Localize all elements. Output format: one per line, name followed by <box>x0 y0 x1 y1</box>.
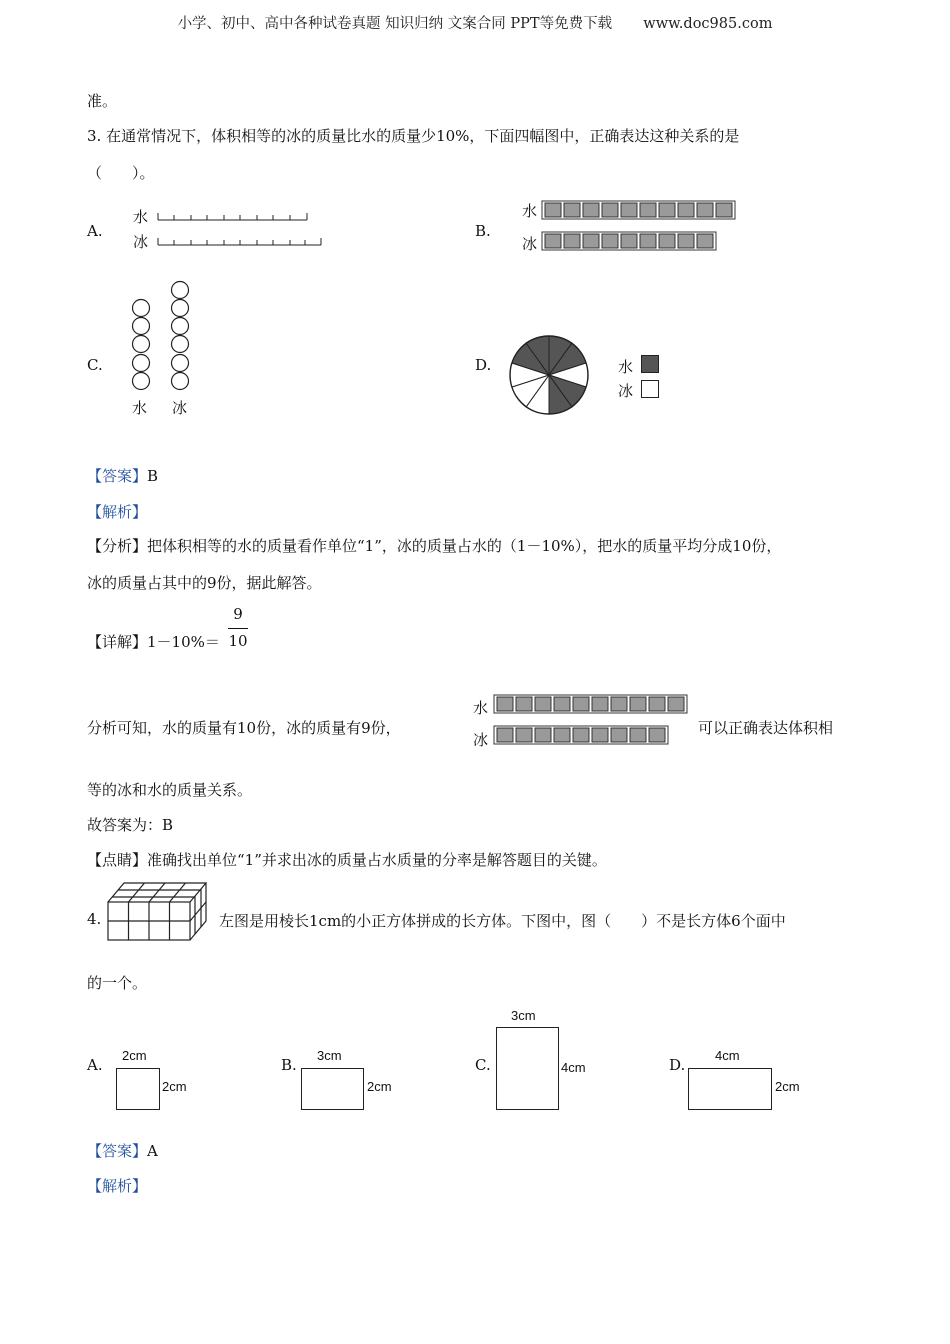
bar-cell <box>497 728 513 742</box>
detail-line-3: 等的冰和水的质量关系。 <box>87 781 253 799</box>
bar-cell <box>630 697 646 711</box>
question-4-number: 4. <box>87 910 102 928</box>
dimension-side: 2cm <box>775 1079 800 1094</box>
option-b-rectangle <box>301 1068 364 1110</box>
tip-line <box>87 849 607 870</box>
answer-tag: 【答案】 <box>87 467 148 485</box>
bar-cell <box>554 728 570 742</box>
water-label: 水 <box>522 202 538 220</box>
bar-cell <box>573 697 589 711</box>
option-d-pie-diagram <box>508 333 590 415</box>
legend-water-swatch <box>641 355 659 373</box>
answer-line <box>87 1140 158 1161</box>
option-b-bar-diagram <box>540 198 740 256</box>
dimension-side: 2cm <box>162 1079 187 1094</box>
ice-label: 冰 <box>618 382 634 400</box>
bar-cell <box>592 728 608 742</box>
fenxi-tag: 【分析】 <box>87 537 148 555</box>
tip-text: 准确找出单位“1”并求出冰的质量占水质量的分率是解答题目的关键。 <box>147 851 607 869</box>
option-c-label: C. <box>475 1056 491 1074</box>
header-text: 小学、初中、高中各种试卷真题 知识归纳 文案合同 PPT等免费下载 <box>177 16 613 32</box>
option-c-label: C. <box>87 356 103 374</box>
detail-line <box>87 631 220 652</box>
fenxi-line-2: 冰的质量占其中的9份，据此解答。 <box>87 574 322 592</box>
bar-cell <box>535 697 551 711</box>
option-b-label: B. <box>475 222 491 240</box>
option-d-label: D. <box>669 1056 686 1074</box>
bar-cell <box>573 728 589 742</box>
option-c-circle-diagram <box>125 278 200 396</box>
option-d-label: D. <box>475 356 492 374</box>
fenxi-line <box>87 535 781 556</box>
fenxi-text: 把体积相等的水的质量看作单位“1”，冰的质量占水的（1－10%），把水的质量平均分成10份， <box>147 537 782 555</box>
fraction-bar <box>228 628 248 629</box>
final-answer: 故答案为：B <box>87 816 174 834</box>
dimension-side: 2cm <box>367 1079 392 1094</box>
fraction-numerator: 9 <box>233 605 243 623</box>
detail-bar-diagram <box>492 692 690 752</box>
dimension-top: 4cm <box>715 1048 740 1063</box>
bar-cell <box>516 728 532 742</box>
water-label: 水 <box>132 399 148 417</box>
page-header <box>0 12 950 33</box>
water-label: 水 <box>618 358 634 376</box>
analysis-tag: 【解析】 <box>87 503 148 521</box>
option-b-label: B. <box>281 1056 297 1074</box>
option-a-label: A. <box>87 222 103 240</box>
option-a-rectangle <box>116 1068 160 1110</box>
bar-cell <box>497 697 513 711</box>
option-a-label: A. <box>87 1056 103 1074</box>
ice-label: 冰 <box>473 731 489 749</box>
cuboid-figure <box>106 878 208 942</box>
answer-line <box>87 465 158 486</box>
ice-label: 冰 <box>172 399 188 417</box>
option-d-rectangle <box>688 1068 772 1110</box>
fraction-denominator: 10 <box>228 632 248 650</box>
bar-cell <box>554 697 570 711</box>
answer-tag: 【答案】 <box>87 1142 148 1160</box>
bar-cell <box>649 728 665 742</box>
dimension-side: 4cm <box>561 1060 586 1075</box>
bar-cell <box>592 697 608 711</box>
bar-cell <box>535 728 551 742</box>
bar-cell <box>611 728 627 742</box>
question-4-stem-2: 的一个。 <box>87 974 148 992</box>
dimension-top: 3cm <box>317 1048 342 1063</box>
bar-cell <box>516 697 532 711</box>
text-line: 准。 <box>87 92 118 110</box>
water-label: 水 <box>133 208 149 226</box>
bar-cell <box>611 697 627 711</box>
bar-cell <box>668 697 684 711</box>
detail-expr: 1－10%＝ <box>147 633 220 651</box>
question-4-stem: 左图是用棱长1cm的小正方体拼成的长方体。下图中，图（ ）不是长方体6个面中 <box>219 912 786 930</box>
dimension-top: 3cm <box>511 1008 536 1023</box>
header-site: www.doc985.com <box>643 16 773 32</box>
detail-line-2-end: 可以正确表达体积相 <box>698 719 834 737</box>
question-3-stem: 3. 在通常情况下，体积相等的冰的质量比水的质量少10%，下面四幅图中，正确表达这种关系的是 <box>87 127 740 145</box>
legend-ice-swatch <box>641 380 659 398</box>
ice-label: 冰 <box>133 233 149 251</box>
detail-line-2: 分析可知，水的质量有10份，冰的质量有9份， <box>87 719 401 737</box>
answer-value: A <box>147 1142 158 1160</box>
bar-cell <box>649 697 665 711</box>
bar-cell <box>630 728 646 742</box>
dimension-top: 2cm <box>122 1048 147 1063</box>
answer-blank: （ ）。 <box>87 164 155 182</box>
tip-tag: 【点睛】 <box>87 851 148 869</box>
option-a-ruler-diagram <box>155 205 330 255</box>
option-c-rectangle <box>496 1027 559 1110</box>
answer-value: B <box>147 467 159 485</box>
water-label: 水 <box>473 699 489 717</box>
analysis-tag: 【解析】 <box>87 1177 148 1195</box>
detail-tag: 【详解】 <box>87 633 148 651</box>
ice-label: 冰 <box>522 235 538 253</box>
